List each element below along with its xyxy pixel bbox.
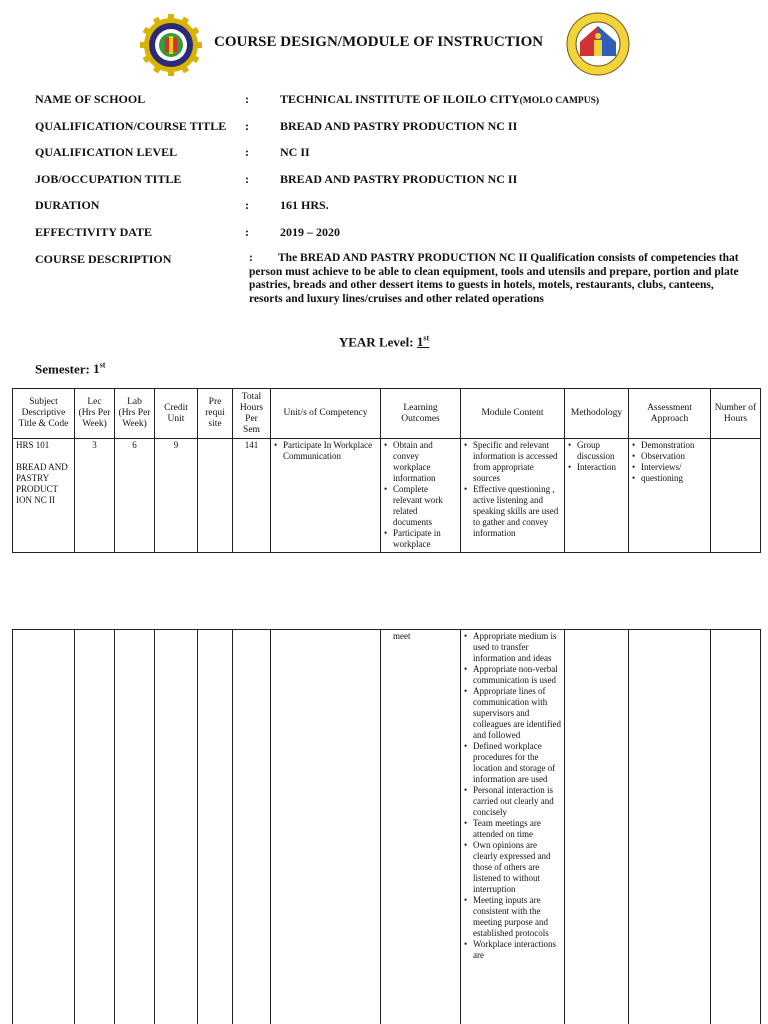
total-hours-cell bbox=[233, 630, 271, 1024]
list-item: • Team meetings are attended on time bbox=[464, 818, 561, 840]
learning-outcomes-cell bbox=[381, 630, 461, 1024]
list-item: • Meeting inputs are consistent with the meeting purpose and established protocols bbox=[464, 895, 561, 939]
list-item: • Group discussion bbox=[568, 440, 625, 462]
column-header: Lab (Hrs Per Week) bbox=[115, 389, 155, 439]
module-content-cell bbox=[461, 439, 565, 553]
lec-hours-cell bbox=[75, 630, 115, 1024]
curriculum-table-continued bbox=[12, 629, 761, 1024]
list-item: • Demonstration bbox=[632, 440, 707, 451]
field-colon: : bbox=[245, 118, 249, 133]
total-hours-cell: 141 bbox=[233, 439, 271, 553]
column-header: Pre requi site bbox=[198, 389, 233, 439]
list-item: • Own opinions are clearly expressed and those of others are listened to without interruption bbox=[464, 840, 561, 895]
prerequisite-cell bbox=[198, 630, 233, 1024]
list-item: • Complete relevant work related documents bbox=[384, 484, 457, 528]
outcome-continuation: meet bbox=[393, 631, 411, 641]
column-header: Unit/s of Competency bbox=[271, 389, 381, 439]
document-header bbox=[0, 10, 768, 80]
field-value: TECHNICAL INSTITUTE OF ILOILO CITY(MOLO CAMPUS) bbox=[280, 92, 600, 106]
assessment-cell bbox=[629, 439, 711, 553]
curriculum-table bbox=[12, 388, 761, 553]
semester bbox=[35, 361, 105, 377]
column-header: Assessment Approach bbox=[629, 389, 711, 439]
units-of-competency-cell bbox=[271, 439, 381, 553]
credit-unit-cell bbox=[155, 630, 198, 1024]
field-value: BREAD AND PASTRY PRODUCTION NC II bbox=[280, 118, 518, 133]
field-value: 2019 – 2020 bbox=[280, 224, 340, 239]
list-item: • Interaction bbox=[568, 462, 625, 473]
field-label: QUALIFICATION/COURSE TITLE bbox=[35, 118, 227, 133]
field-colon: : bbox=[245, 92, 249, 106]
column-header: Methodology bbox=[565, 389, 629, 439]
subject-cell bbox=[13, 630, 75, 1024]
field-job-title bbox=[35, 172, 735, 199]
list-item: • Appropriate lines of communication with supervisors and colleagues are identified and followed bbox=[464, 686, 561, 741]
methodology-cell bbox=[565, 630, 629, 1024]
year-level-label: YEAR Level: bbox=[338, 334, 414, 350]
list-item: • Appropriate non-verbal communication is used bbox=[464, 664, 561, 686]
field-name-of-school bbox=[35, 92, 735, 119]
field-duration bbox=[35, 198, 735, 225]
table-row bbox=[13, 630, 761, 1024]
document-title: COURSE DESIGN/MODULE OF INSTRUCTION bbox=[214, 34, 544, 50]
city-seal-logo bbox=[566, 12, 630, 76]
table-row bbox=[13, 439, 761, 553]
credit-unit-cell: 9 bbox=[155, 439, 198, 553]
subject-cell bbox=[13, 439, 75, 553]
list-item: • Obtain and convey workplace information bbox=[384, 440, 457, 484]
course-info-fields bbox=[35, 92, 735, 251]
campus-note: (MOLO CAMPUS) bbox=[519, 96, 600, 106]
list-item: • Participate in workplace bbox=[384, 528, 457, 550]
learning-outcomes-cell bbox=[381, 439, 461, 553]
assessment-cell bbox=[629, 630, 711, 1024]
field-value: NC II bbox=[280, 145, 310, 159]
methodology-cell bbox=[565, 439, 629, 553]
list-item: • Participate In Workplace Communication bbox=[274, 440, 377, 462]
field-value: 161 HRS. bbox=[280, 198, 329, 212]
column-header: Learning Outcomes bbox=[381, 389, 461, 439]
field-colon: : bbox=[245, 171, 249, 186]
field-colon: : bbox=[245, 224, 249, 239]
course-description bbox=[249, 252, 739, 306]
column-header: Total Hours Per Sem bbox=[233, 389, 271, 439]
list-item: • Observation bbox=[632, 451, 707, 462]
field-colon: : bbox=[245, 145, 249, 159]
field-colon: : bbox=[249, 252, 253, 264]
field-qualification-level bbox=[35, 145, 735, 172]
field-label: QUALIFICATION LEVEL bbox=[35, 145, 178, 159]
field-label: NAME OF SCHOOL bbox=[35, 92, 146, 106]
list-item: • Defined workplace procedures for the location and storage of information are used bbox=[464, 741, 561, 785]
number-of-hours-cell bbox=[711, 439, 761, 553]
field-label: DURATION bbox=[35, 198, 100, 212]
field-label: JOB/OCCUPATION TITLE bbox=[35, 171, 182, 186]
field-colon: : bbox=[245, 198, 249, 212]
subject-code: HRS 101 bbox=[16, 440, 50, 450]
module-content-cell bbox=[461, 630, 565, 1024]
year-level bbox=[0, 334, 768, 350]
list-item: • questioning bbox=[632, 473, 707, 484]
list-item: • Appropriate medium is used to transfer information and ideas bbox=[464, 631, 561, 664]
lab-hours-cell bbox=[115, 630, 155, 1024]
table-header-row bbox=[13, 389, 761, 439]
course-description-text: The BREAD AND PASTRY PRODUCTION NC II Qualification consists of competencies that person must achieve to be able to clean equipment, tools and utensils and prepare, portion and plate pastries, breads and other dessert items to guests in hotels, motels, restaurants, clubs, canteens, resorts and luxury lines/cruises and other related operations bbox=[249, 252, 739, 305]
field-qualification-title bbox=[35, 119, 735, 146]
column-header: Number of Hours bbox=[711, 389, 761, 439]
list-item: • Workplace interactions are bbox=[464, 939, 561, 961]
subject-title: BREAD AND PASTRY PRODUCT ION NC II bbox=[16, 462, 68, 505]
list-item: • Interviews/ bbox=[632, 462, 707, 473]
lab-hours-cell: 6 bbox=[115, 439, 155, 553]
column-header: Lec (Hrs Per Week) bbox=[75, 389, 115, 439]
column-header: Subject Descriptive Title & Code bbox=[13, 389, 75, 439]
course-description-label: COURSE DESCRIPTION bbox=[35, 252, 172, 266]
column-header: Module Content bbox=[461, 389, 565, 439]
field-label: EFFECTIVITY DATE bbox=[35, 224, 153, 239]
lec-hours-cell: 3 bbox=[75, 439, 115, 553]
school-seal-logo bbox=[140, 14, 202, 76]
list-item: • Personal interaction is carried out clearly and concisely bbox=[464, 785, 561, 818]
semester-label: Semester: bbox=[35, 361, 90, 377]
list-item: • Effective questioning , active listening and speaking skills are used to gather and convey information bbox=[464, 484, 561, 539]
column-header: Credit Unit bbox=[155, 389, 198, 439]
field-value: BREAD AND PASTRY PRODUCTION NC II bbox=[280, 171, 518, 186]
prerequisite-cell bbox=[198, 439, 233, 553]
semester-value: 1st bbox=[93, 361, 106, 377]
year-level-value: 1st bbox=[416, 334, 430, 350]
field-effectivity-date bbox=[35, 225, 735, 252]
number-of-hours-cell bbox=[711, 630, 761, 1024]
list-item: • Specific and relevant information is accessed from appropriate sources bbox=[464, 440, 561, 484]
units-of-competency-cell bbox=[271, 630, 381, 1024]
